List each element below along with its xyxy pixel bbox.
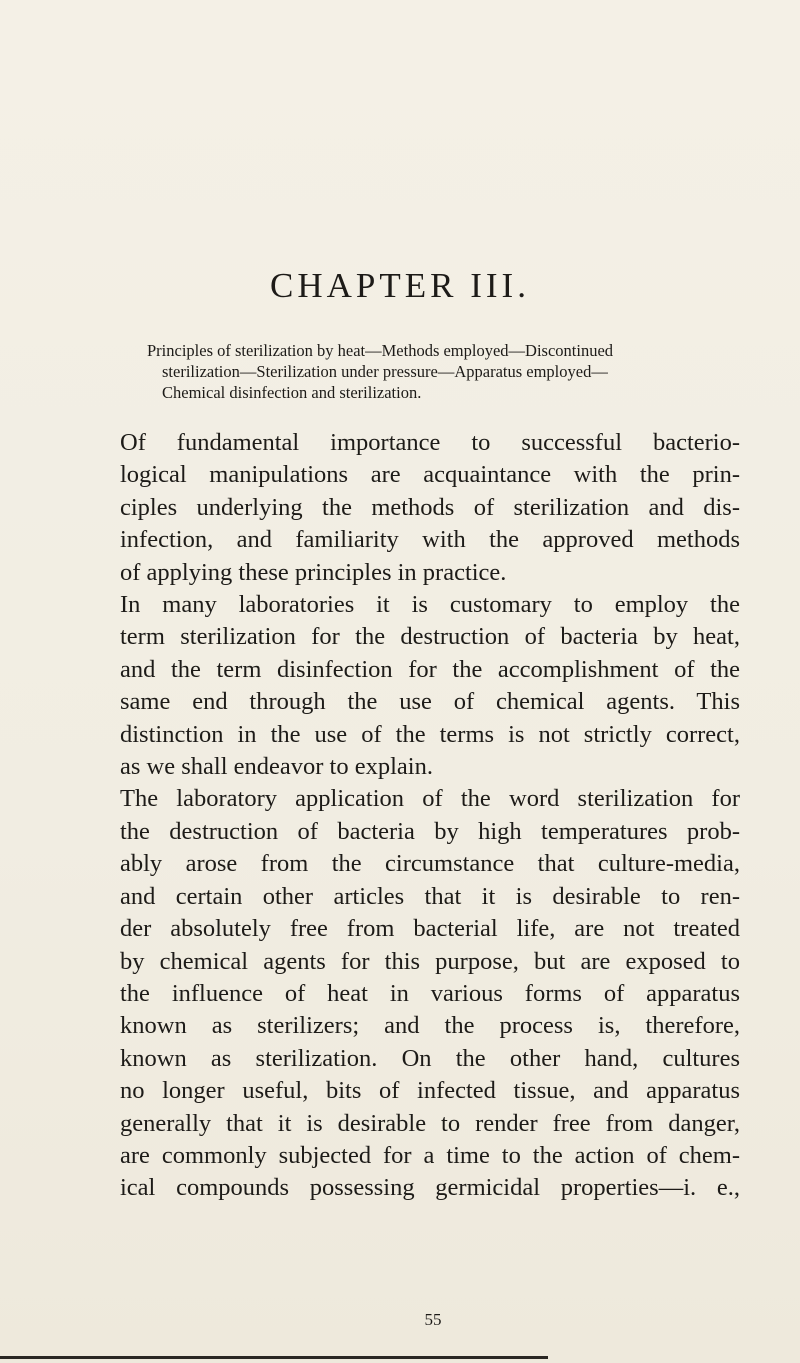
body-line: der absolutely free from bacterial life, are not treated bbox=[120, 915, 740, 943]
chapter-synopsis bbox=[147, 340, 747, 403]
body-text bbox=[120, 427, 740, 1205]
body-line: by chemical agents for this purpose, but are exposed to bbox=[120, 947, 740, 975]
body-line: of applying these principles in practice. bbox=[120, 558, 507, 586]
body-line: known as sterilization. On the other hand, cultures bbox=[120, 1044, 740, 1072]
synopsis-line: Chemical disinfection and sterilization. bbox=[162, 383, 422, 402]
body-line: and the term disinfection for the accomplishment of the bbox=[120, 655, 740, 683]
body-line: ical compounds possessing germicidal properties—i. e., bbox=[120, 1174, 740, 1202]
body-line: generally that it is desirable to render free from danger, bbox=[120, 1109, 740, 1137]
body-line: and certain other articles that it is desirable to ren- bbox=[120, 882, 740, 910]
body-line: the destruction of bacteria by high temperatures prob- bbox=[120, 817, 740, 845]
body-line: ciples underlying the methods of sterilization and dis- bbox=[120, 493, 740, 521]
body-line: ably arose from the circumstance that culture-media, bbox=[120, 850, 740, 878]
page-number-container bbox=[0, 1310, 800, 1330]
body-line: the influence of heat in various forms of apparatus bbox=[120, 979, 740, 1007]
synopsis-line: sterilization—Sterilization under pressure—Apparatus employed— bbox=[162, 362, 608, 381]
body-line: infection, and familiarity with the approved methods bbox=[120, 526, 740, 554]
chapter-title: CHAPTER III. bbox=[270, 266, 530, 305]
body-line: known as sterilizers; and the process is, therefore, bbox=[120, 1012, 740, 1040]
body-line: no longer useful, bits of infected tissue, and apparatus bbox=[120, 1077, 740, 1105]
body-line: distinction in the use of the terms is not strictly correct, bbox=[120, 720, 740, 748]
body-line: term sterilization for the destruction of bacteria by heat, bbox=[120, 623, 740, 651]
page-number: 55 bbox=[424, 1310, 442, 1329]
body-line: The laboratory application of the word sterilization for bbox=[120, 785, 740, 813]
body-line: In many laboratories it is customary to employ the bbox=[120, 591, 740, 619]
body-line: as we shall endeavor to explain. bbox=[120, 753, 433, 781]
body-line: Of fundamental importance to successful bacterio- bbox=[120, 429, 740, 456]
body-line: are commonly subjected for a time to the action of chem- bbox=[120, 1141, 740, 1169]
scan-edge-rule bbox=[0, 1356, 548, 1359]
body-line: same end through the use of chemical agents. This bbox=[120, 688, 740, 716]
synopsis-line: Principles of sterilization by heat—Methods employed—Discontinued bbox=[147, 341, 614, 360]
body-line: logical manipulations are acquaintance with the prin- bbox=[120, 461, 740, 489]
